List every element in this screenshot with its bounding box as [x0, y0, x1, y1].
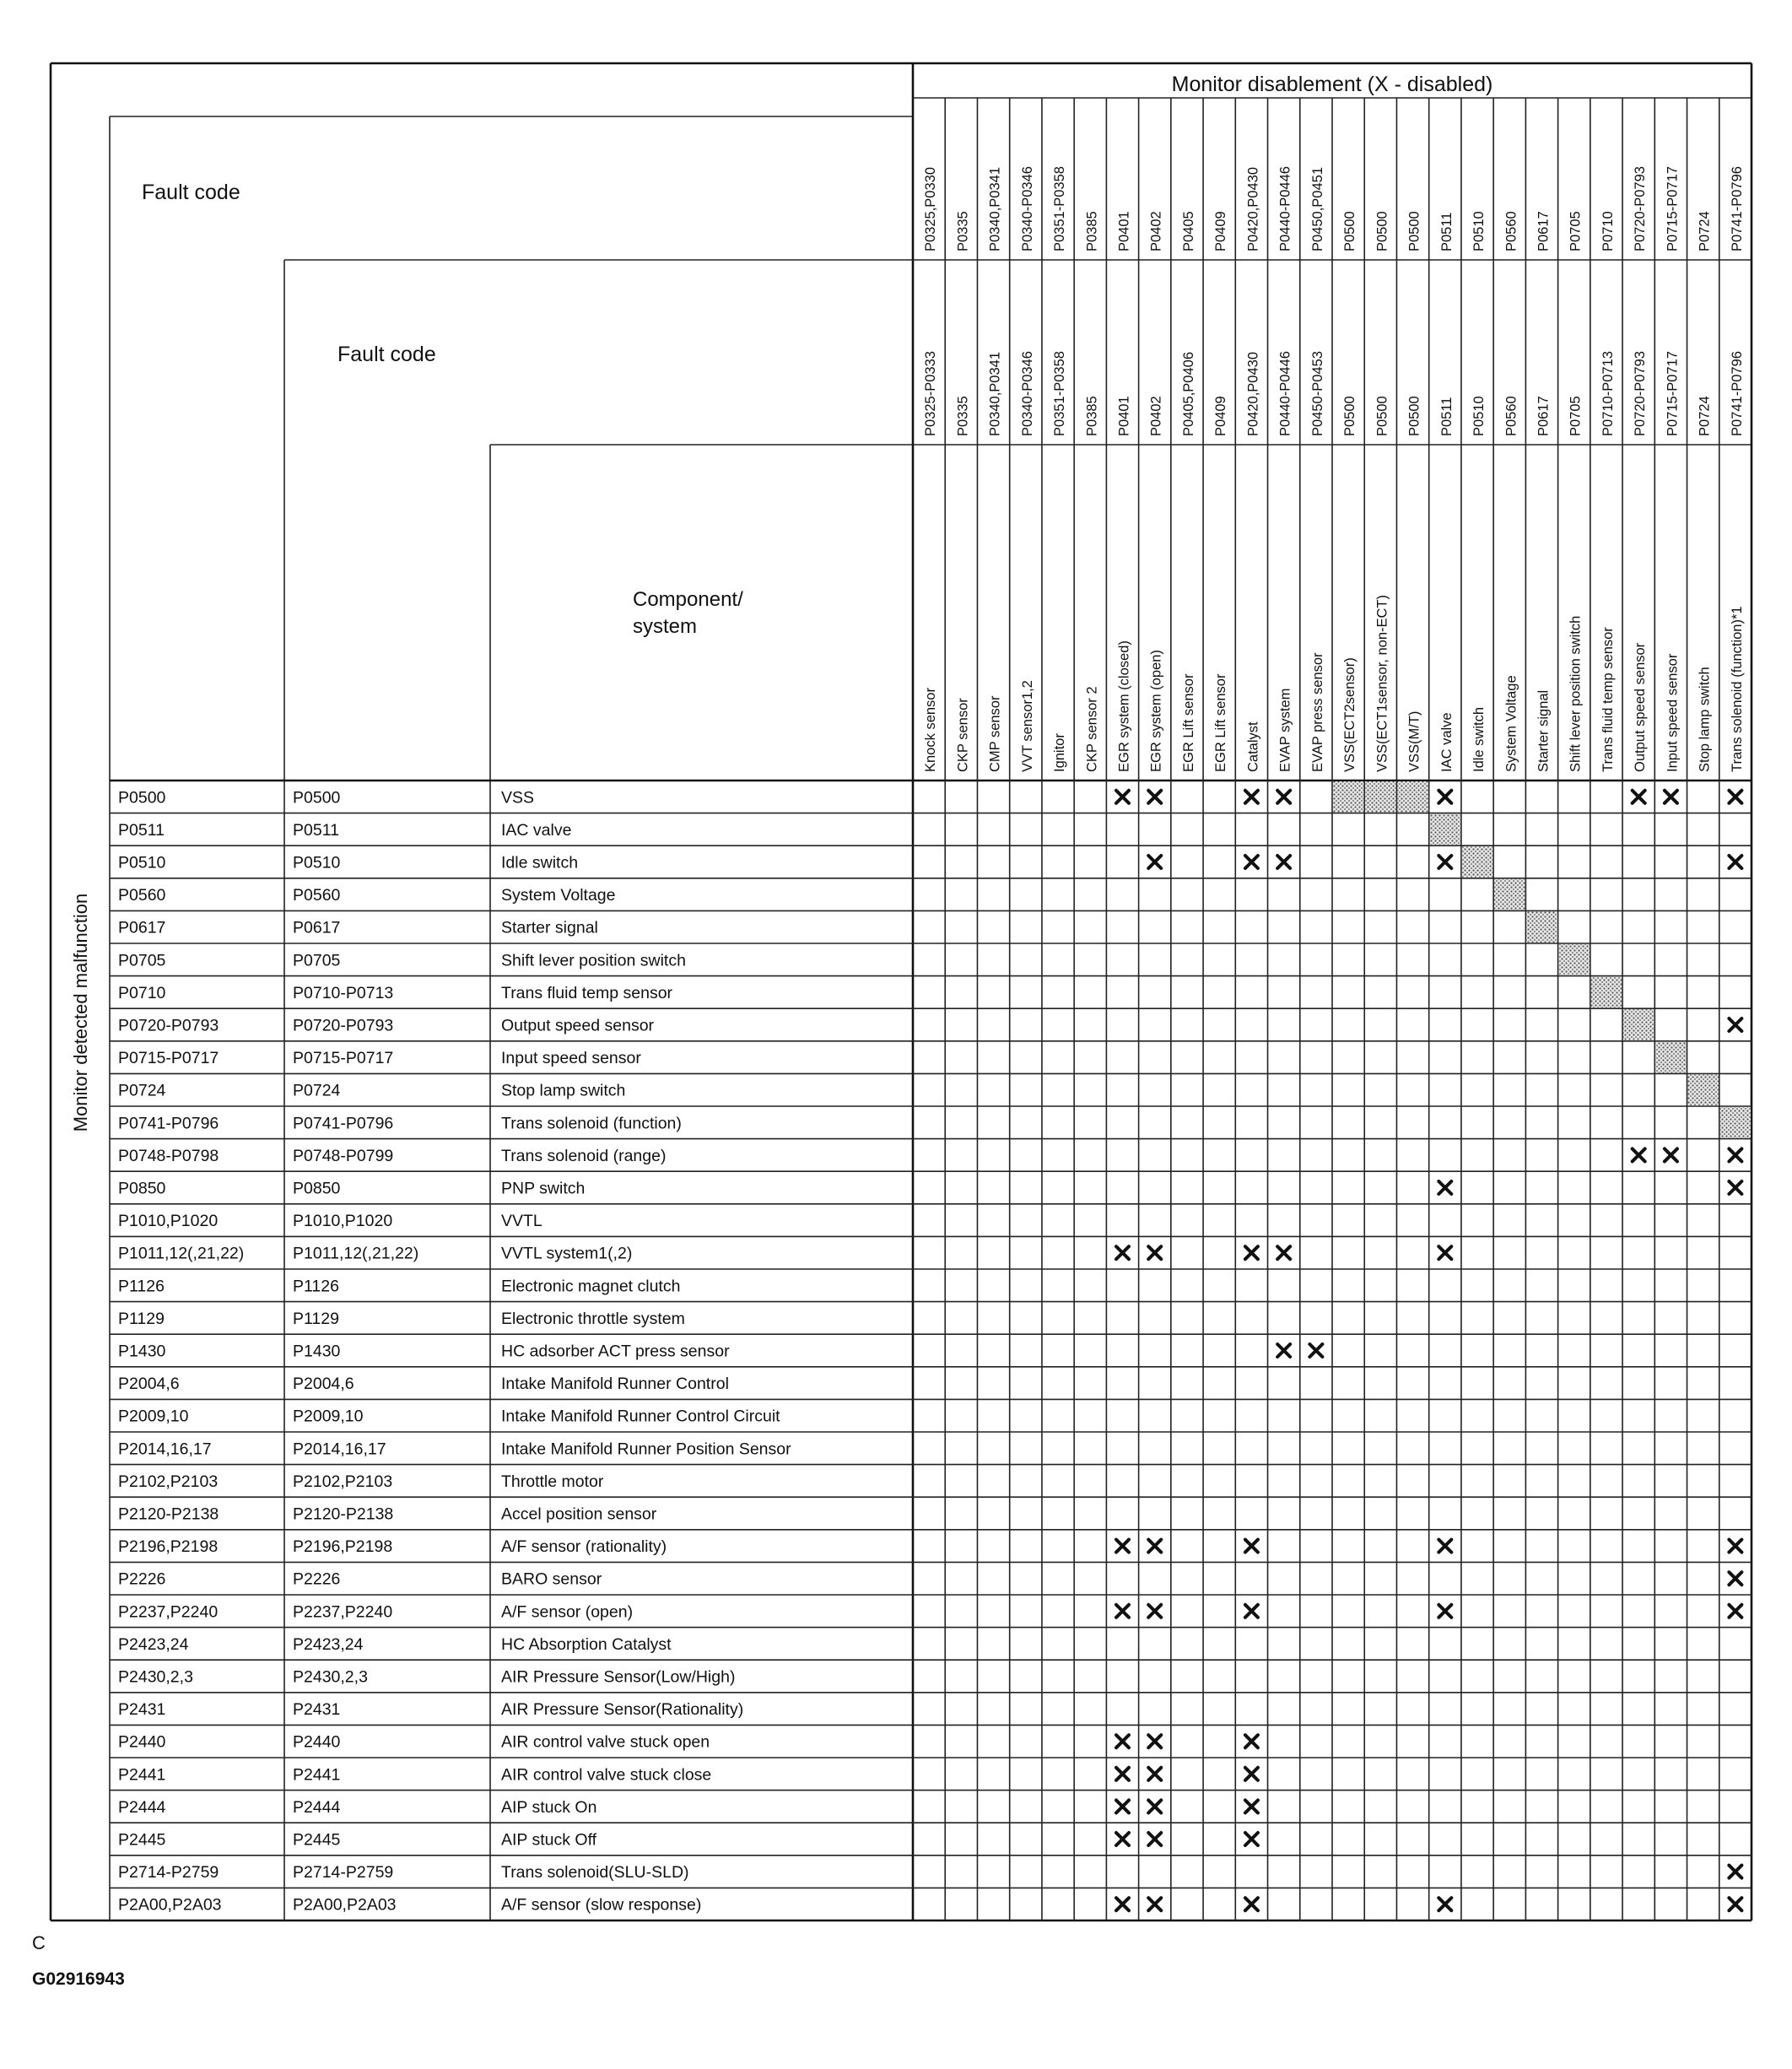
monitor-component-label: Catalyst: [1245, 721, 1261, 772]
disabled-x-mark: [1729, 791, 1741, 803]
row-component: AIP stuck Off: [501, 1830, 597, 1850]
fault-code-header-1: Fault code: [142, 181, 240, 204]
row-component: AIR Pressure Sensor(Low/High): [501, 1667, 736, 1687]
shaded-cell: [1462, 846, 1492, 878]
row-code1: P1011,12(,21,22): [118, 1244, 245, 1263]
disabled-x-mark: [1729, 1148, 1741, 1161]
shaded-cell: [1623, 1009, 1654, 1040]
monitor-code2-label: P0409: [1213, 396, 1229, 436]
monitor-code2-label: P0560: [1503, 396, 1519, 436]
row-code2: P2441: [293, 1765, 341, 1785]
row-code2: P0617: [293, 918, 341, 937]
disabled-x-mark: [1438, 1246, 1451, 1259]
monitor-code1-label: P0500: [1342, 211, 1358, 251]
row-component: AIR control valve stuck close: [501, 1765, 712, 1785]
row-code2: P1010,P1020: [293, 1212, 393, 1231]
disabled-x-mark: [1245, 1833, 1258, 1845]
disabled-x-mark: [1633, 791, 1645, 803]
monitor-code1-label: P0510: [1471, 211, 1487, 251]
disabled-x-mark: [1245, 856, 1258, 868]
monitor-code1-label: P0617: [1536, 211, 1552, 251]
row-code2: P2102,P2103: [293, 1472, 393, 1491]
row-code1: P1010,P1020: [118, 1212, 219, 1231]
shaded-cell: [1397, 781, 1428, 813]
shaded-cell: [1526, 911, 1557, 943]
row-component: A/F sensor (slow response): [501, 1895, 702, 1915]
monitor-code1-label: P0401: [1116, 211, 1132, 251]
row-component: PNP switch: [501, 1179, 586, 1198]
row-code1: P1126: [118, 1277, 165, 1296]
row-code2: P2440: [293, 1732, 341, 1752]
monitor-code2-label: P0720-P0793: [1633, 351, 1649, 436]
disabled-x-mark: [1729, 1540, 1741, 1553]
row-code2: P0510: [293, 853, 341, 872]
monitor-code1-label: P0325,P0330: [923, 166, 939, 251]
disabled-x-mark: [1245, 1800, 1258, 1812]
disabled-x-mark: [1148, 791, 1161, 803]
monitor-code1-label: P0405: [1180, 211, 1196, 251]
monitor-code1-label: P0500: [1374, 211, 1390, 251]
monitor-code1-label: P0710: [1600, 211, 1616, 251]
monitor-code1-label: P0511: [1438, 212, 1455, 251]
row-component: BARO sensor: [501, 1569, 602, 1589]
disabled-x-mark: [1729, 1866, 1741, 1878]
monitor-code2-label: P0705: [1568, 396, 1584, 436]
row-code2: P2120-P2138: [293, 1504, 394, 1524]
row-code1: P0724: [118, 1081, 166, 1100]
row-code2: P0511: [293, 820, 339, 840]
row-code1: P2226: [118, 1569, 166, 1589]
disabled-x-mark: [1729, 856, 1741, 868]
monitor-code1-label: P0705: [1568, 211, 1584, 251]
disabled-x-mark: [1148, 1605, 1161, 1618]
monitor-component-label: VSS(ECT2sensor): [1342, 657, 1358, 772]
row-component: Input speed sensor: [501, 1049, 641, 1068]
monitor-component-label: CMP sensor: [987, 695, 1003, 772]
disabled-x-mark: [1277, 1344, 1290, 1357]
row-code2: P0724: [293, 1081, 341, 1100]
shaded-cell: [1688, 1074, 1719, 1105]
monitor-code1-label: P0385: [1084, 211, 1100, 251]
disabled-x-mark: [1148, 1833, 1161, 1845]
monitor-component-label: Knock sensor: [923, 688, 939, 772]
disabled-x-mark: [1633, 1148, 1645, 1161]
row-code2: P1011,12(,21,22): [293, 1244, 419, 1263]
row-code1: P2440: [118, 1732, 166, 1752]
monitor-code2-label: P0405,P0406: [1180, 351, 1196, 436]
monitor-component-label: Input speed sensor: [1665, 653, 1681, 772]
row-code1: P2441: [118, 1765, 166, 1785]
row-code1: P2431: [118, 1700, 166, 1720]
disabled-x-mark: [1309, 1344, 1322, 1357]
row-component: Trans solenoid(SLU-SLD): [501, 1863, 689, 1883]
row-code1: P0617: [118, 918, 166, 937]
row-component: Electronic throttle system: [501, 1309, 685, 1328]
monitor-component-label: Idle switch: [1471, 706, 1487, 772]
monitor-component-label: VSS(ECT1sensor, non-ECT): [1374, 595, 1390, 772]
shaded-cell: [1430, 814, 1460, 845]
row-component: Throttle motor: [501, 1472, 604, 1491]
monitor-code2-label: P0710-P0713: [1600, 351, 1616, 436]
disabled-x-mark: [1729, 1572, 1741, 1585]
disabled-x-mark: [1438, 1181, 1451, 1194]
shaded-cell: [1494, 879, 1525, 910]
shaded-cell: [1591, 977, 1622, 1008]
row-code1: P0510: [118, 853, 166, 872]
monitor-component-label: EGR Lift sensor: [1180, 673, 1196, 772]
monitor-component-label: CKP sensor 2: [1084, 686, 1100, 772]
row-code2: P2431: [293, 1700, 341, 1720]
row-code1: P2102,P2103: [118, 1472, 219, 1491]
disabled-x-mark: [1116, 1605, 1129, 1618]
row-code2: P0715-P0717: [293, 1049, 394, 1068]
monitor-code1-label: P0720-P0793: [1633, 166, 1649, 251]
monitor-code2-label: P0511: [1438, 397, 1455, 436]
disabled-x-mark: [1277, 1246, 1290, 1259]
row-code1: P2237,P2240: [118, 1602, 219, 1622]
monitor-component-label: EGR system (closed): [1116, 640, 1132, 772]
row-code1: P2430,2,3: [118, 1667, 193, 1687]
row-component: VSS: [501, 788, 535, 808]
row-component: Intake Manifold Runner Control: [501, 1375, 729, 1394]
row-component: VVTL: [501, 1212, 542, 1231]
row-component: HC Absorption Catalyst: [501, 1634, 672, 1654]
row-code2: P2004,6: [293, 1375, 354, 1394]
monitor-code2-label: P0335: [955, 396, 971, 436]
disabled-x-mark: [1116, 1898, 1129, 1910]
row-code2: P2444: [293, 1797, 341, 1817]
monitor-code1-label: P0715-P0717: [1665, 166, 1681, 251]
shaded-cell: [1559, 944, 1590, 975]
row-component: A/F sensor (rationality): [501, 1537, 667, 1557]
row-code1: P2009,10: [118, 1407, 189, 1426]
disabled-x-mark: [1116, 1735, 1129, 1748]
monitor-code2-label: P0420,P0430: [1245, 351, 1261, 436]
row-component: Starter signal: [501, 918, 598, 937]
row-code1: P2A00,P2A03: [118, 1895, 222, 1915]
monitor-code2-label: P0500: [1342, 396, 1358, 436]
row-code2: P0741-P0796: [293, 1114, 394, 1133]
disabled-x-mark: [1148, 1540, 1161, 1553]
row-component: Output speed sensor: [501, 1016, 655, 1035]
monitor-component-label: VVT sensor1,2: [1019, 680, 1035, 772]
row-component: AIP stuck On: [501, 1797, 597, 1817]
disabled-x-mark: [1245, 791, 1258, 803]
monitor-component-label: Trans fluid temp sensor: [1600, 627, 1616, 772]
row-code2: P0500: [293, 788, 341, 808]
monitor-code1-label: P0420,P0430: [1245, 166, 1261, 251]
row-component: Accel position sensor: [501, 1504, 657, 1524]
row-code1: P0710: [118, 983, 166, 1002]
table-text: [32, 73, 1745, 1989]
monitor-code1-label: P0335: [955, 211, 971, 251]
monitor-component-label: Starter signal: [1536, 689, 1552, 772]
monitor-code1-label: P0450,P0451: [1309, 166, 1325, 251]
disabled-x-mark: [1148, 1246, 1161, 1259]
row-code2: P2014,16,17: [293, 1440, 386, 1459]
disabled-x-mark: [1729, 1018, 1741, 1031]
disabled-x-mark: [1148, 856, 1161, 868]
monitor-code1-label: P0340-P0346: [1019, 166, 1035, 251]
row-component: AIR control valve stuck open: [501, 1732, 710, 1752]
monitor-code2-label: P0741-P0796: [1729, 351, 1745, 436]
monitor-code2-label: P0715-P0717: [1665, 351, 1681, 436]
disabled-x-mark: [1245, 1246, 1258, 1259]
row-code2: P0560: [293, 886, 341, 905]
row-component: Trans solenoid (range): [501, 1146, 667, 1165]
monitor-code2-label: P0340,P0341: [987, 351, 1003, 436]
row-code2: P1126: [293, 1277, 339, 1296]
row-code1: P2714-P2759: [118, 1863, 219, 1883]
monitor-code2-label: P0724: [1697, 396, 1713, 436]
row-component: IAC valve: [501, 820, 572, 840]
monitor-component-label: Trans solenoid (function)*1: [1729, 606, 1745, 772]
monitor-code2-label: P0617: [1536, 396, 1552, 436]
row-code1: P2196,P2198: [118, 1537, 219, 1557]
disabled-x-mark: [1116, 1800, 1129, 1812]
figure-id: G02916943: [32, 1969, 125, 1989]
shaded-cell: [1720, 1107, 1751, 1138]
disabled-x-mark: [1245, 1540, 1258, 1553]
row-code2: P2714-P2759: [293, 1863, 394, 1883]
disabled-x-mark: [1245, 1768, 1258, 1780]
monitor-component-label: Output speed sensor: [1633, 642, 1649, 772]
row-code1: P0850: [118, 1179, 166, 1198]
monitor-component-label: EVAP press sensor: [1309, 652, 1325, 772]
row-code2: P0705: [293, 951, 341, 970]
disabled-x-mark: [1116, 791, 1129, 803]
row-code1: P0748-P0798: [118, 1146, 219, 1165]
row-code2: P2423,24: [293, 1634, 364, 1654]
shaded-cell: [1655, 1042, 1686, 1073]
disabled-x-mark: [1116, 1540, 1129, 1553]
disabled-x-mark: [1277, 791, 1290, 803]
disabled-x-mark: [1438, 1605, 1451, 1618]
disabled-x-mark: [1665, 791, 1677, 803]
monitor-code1-label: P0724: [1697, 211, 1713, 251]
row-code2: P2A00,P2A03: [293, 1895, 397, 1915]
monitor-code2-label: P0385: [1084, 396, 1100, 436]
row-code1: P2445: [118, 1830, 166, 1850]
disabled-x-mark: [1438, 856, 1451, 868]
monitor-component-label: System Voltage: [1503, 675, 1519, 772]
row-code1: P2004,6: [118, 1375, 180, 1394]
row-code1: P1129: [118, 1309, 165, 1328]
monitor-code1-label: P0351-P0358: [1052, 166, 1068, 251]
disabled-x-mark: [1438, 1898, 1451, 1910]
monitor-code2-label: P0325-P0333: [923, 351, 939, 436]
row-component: A/F sensor (open): [501, 1602, 634, 1622]
row-component: Electronic magnet clutch: [501, 1277, 681, 1296]
row-code2: P1129: [293, 1309, 339, 1328]
row-code2: P2196,P2198: [293, 1537, 393, 1557]
monitor-component-label: EVAP system: [1277, 688, 1293, 772]
disabled-x-mark: [1148, 1898, 1161, 1910]
monitor-component-label: Shift lever position switch: [1568, 615, 1584, 772]
row-code2: P0710-P0713: [293, 983, 394, 1002]
row-code1: P2444: [118, 1797, 166, 1817]
self-diagnosis-shading: [1333, 781, 1751, 1138]
row-code1: P0715-P0717: [118, 1049, 219, 1068]
row-code2: P2226: [293, 1569, 341, 1589]
row-component: VVTL system1(,2): [501, 1244, 633, 1263]
disabled-x-mark: [1245, 1898, 1258, 1910]
monitor-code2-label: P0500: [1406, 396, 1422, 436]
disabled-x-mark: [1245, 1605, 1258, 1618]
row-code2: P2237,P2240: [293, 1602, 393, 1622]
monitor-code1-label: P0340,P0341: [987, 166, 1003, 251]
monitor-code1-label: P0741-P0796: [1729, 166, 1745, 251]
disabled-x-mark: [1438, 1540, 1451, 1553]
disabled-x-mark: [1148, 1735, 1161, 1748]
disabled-x-mark: [1116, 1768, 1129, 1780]
row-code1: P0500: [118, 788, 166, 808]
monitor-component-label: Stop lamp switch: [1697, 667, 1713, 772]
row-code1: P0560: [118, 886, 166, 905]
monitor-code2-label: P0401: [1116, 396, 1132, 436]
table-title: Monitor disablement (X - disabled): [1171, 73, 1493, 96]
component-header-line2: system: [633, 615, 698, 638]
monitor-code2-label: P0340-P0346: [1019, 351, 1035, 436]
row-code1: P0720-P0793: [118, 1016, 219, 1035]
row-code2: P2430,2,3: [293, 1667, 368, 1687]
row-component: Shift lever position switch: [501, 951, 686, 970]
row-code2: P2009,10: [293, 1407, 364, 1426]
row-code1: P1430: [118, 1342, 166, 1361]
monitor-code2-label: P0450-P0453: [1309, 351, 1325, 436]
monitor-component-label: IAC valve: [1438, 712, 1455, 772]
disabled-x-mark: [1245, 1735, 1258, 1748]
monitor-component-label: CKP sensor: [955, 698, 971, 772]
row-component: Trans fluid temp sensor: [501, 983, 673, 1002]
shaded-cell: [1365, 781, 1395, 813]
fault-code-header-2: Fault code: [337, 343, 436, 366]
row-code2: P0850: [293, 1179, 341, 1198]
component-header-line1: Component/: [633, 588, 743, 611]
monitor-component-label: VSS(M/T): [1406, 710, 1422, 772]
monitor-code1-label: P0500: [1406, 211, 1422, 251]
disabled-x-mark: [1148, 1800, 1161, 1812]
row-code2: P1430: [293, 1342, 341, 1361]
row-component: Intake Manifold Runner Control Circuit: [501, 1407, 780, 1426]
monitor-code2-label: P0440-P0446: [1277, 351, 1293, 436]
row-code1: P2423,24: [118, 1634, 189, 1654]
row-code1: P0741-P0796: [118, 1114, 219, 1133]
monitor-code2-label: P0351-P0358: [1052, 351, 1068, 436]
monitor-code1-label: P0440-P0446: [1277, 166, 1293, 251]
shaded-cell: [1333, 781, 1363, 813]
monitor-component-label: Ignitor: [1052, 733, 1068, 772]
monitor-code1-label: P0409: [1213, 211, 1229, 251]
row-code2: P0720-P0793: [293, 1016, 394, 1035]
row-code1: P0705: [118, 951, 166, 970]
row-component: HC adsorber ACT press sensor: [501, 1342, 730, 1361]
row-code1: P2120-P2138: [118, 1504, 219, 1524]
disabled-x-mark: [1729, 1605, 1741, 1618]
side-label: Monitor detected malfunction: [70, 893, 91, 1132]
monitor-component-label: EGR Lift sensor: [1213, 673, 1229, 772]
disabled-x-mark: [1438, 791, 1451, 803]
row-component: Idle switch: [501, 853, 579, 872]
disabled-x-mark: [1729, 1898, 1741, 1910]
monitor-code1-label: P0402: [1148, 211, 1164, 251]
row-code2: P0748-P0799: [293, 1146, 394, 1165]
row-code1: P2014,16,17: [118, 1440, 212, 1459]
footer-letter: C: [32, 1932, 46, 1953]
monitor-code2-label: P0402: [1148, 396, 1164, 436]
disabled-x-mark: [1116, 1833, 1129, 1845]
row-component: AIR Pressure Sensor(Rationality): [501, 1700, 744, 1720]
disabled-x-mark: [1665, 1148, 1677, 1161]
disabled-x-mark: [1277, 856, 1290, 868]
monitor-code2-label: P0510: [1471, 396, 1487, 436]
disabled-x-mark: [1148, 1768, 1161, 1780]
row-component: System Voltage: [501, 886, 616, 905]
monitor-component-label: EGR system (open): [1148, 650, 1164, 772]
row-component: Stop lamp switch: [501, 1081, 626, 1100]
row-code2: P2445: [293, 1830, 341, 1850]
row-code1: P0511: [118, 820, 165, 840]
monitor-code1-label: P0560: [1503, 211, 1519, 251]
row-component: Trans solenoid (function): [501, 1114, 682, 1133]
disabled-x-mark: [1116, 1246, 1129, 1259]
monitor-code2-label: P0500: [1374, 396, 1390, 436]
row-component: Intake Manifold Runner Position Sensor: [501, 1440, 791, 1459]
disabled-x-mark: [1729, 1181, 1741, 1194]
